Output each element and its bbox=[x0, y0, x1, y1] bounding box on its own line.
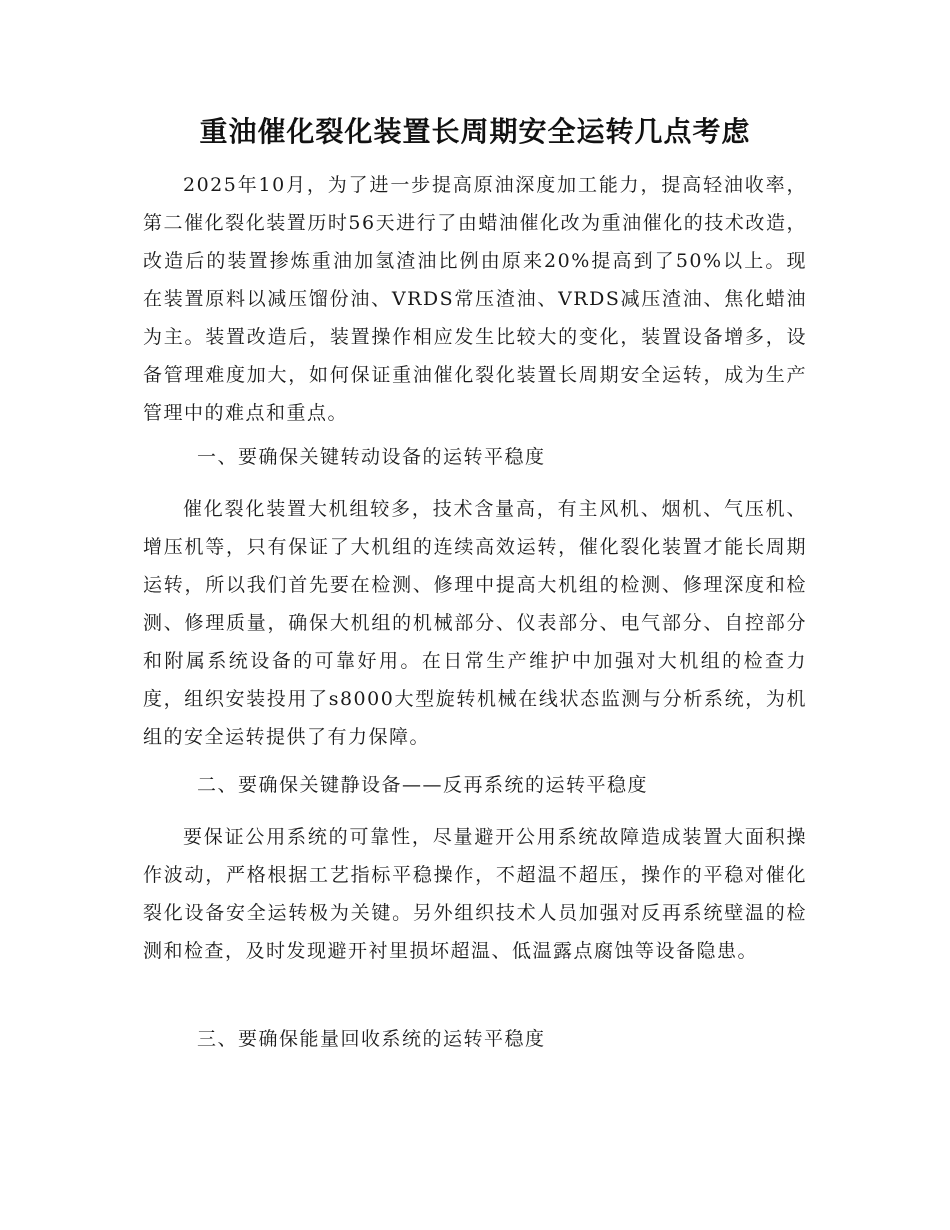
section-1-paragraph: 催化裂化装置大机组较多，技术含量高，有主风机、烟机、气压机、增压机等，只有保证了大机组的连续高效运转，催化裂化装置才能长周期运转，所以我们首先要在检测、修理中提高大机组的检测、修理深度和检测、修理质量，确保大机组的机械部分、仪表部分、电气部分、自控部分和附属系统设备的可靠好用。在日常生产维护中加强对大机组的检查力度，组织安装投用了s8000大型旋转机械在线状态监测与分析系统，为机组的安全运转提供了有力保障。 bbox=[143, 498, 807, 748]
section-heading-2: 二、要确保关键静设备——反再系统的运转平稳度 bbox=[197, 774, 649, 796]
document-title: 重油催化裂化装置长周期安全运转几点考虑 bbox=[199, 115, 751, 148]
intro-paragraph: 2025年10月，为了进一步提高原油深度加工能力，提高轻油收率，第二催化裂化装置历时56天进行了由蜡油催化改为重油催化的技术改造，改造后的装置掺炼重油加氢渣油比例由原来20%提高到了50%以上。现在装置原料以减压馏份油、VRDS常压渣油、VRDS减压渣油、焦化蜡油为主。装置改造后，装置操作相应发生比较大的变化，装置设备增多，设备管理难度加大，如何保证重油催化裂化装置长周期安全运转，成为生产管理中的难点和重点。 bbox=[143, 174, 807, 424]
section-heading-3: 三、要确保能量回收系统的运转平稳度 bbox=[197, 1028, 546, 1050]
section-heading-1: 一、要确保关键转动设备的运转平稳度 bbox=[197, 446, 546, 468]
section-2-paragraph: 要保证公用系统的可靠性，尽量避开公用系统故障造成装置大面积操作波动，严格根据工艺指标平稳操作，不超温不超压，操作的平稳对催化裂化设备安全运转极为关键。另外组织技术人员加强对反再系统壁温的检测和检查，及时发现避开衬里损坏超温、低温露点腐蚀等设备隐患。 bbox=[143, 826, 807, 962]
